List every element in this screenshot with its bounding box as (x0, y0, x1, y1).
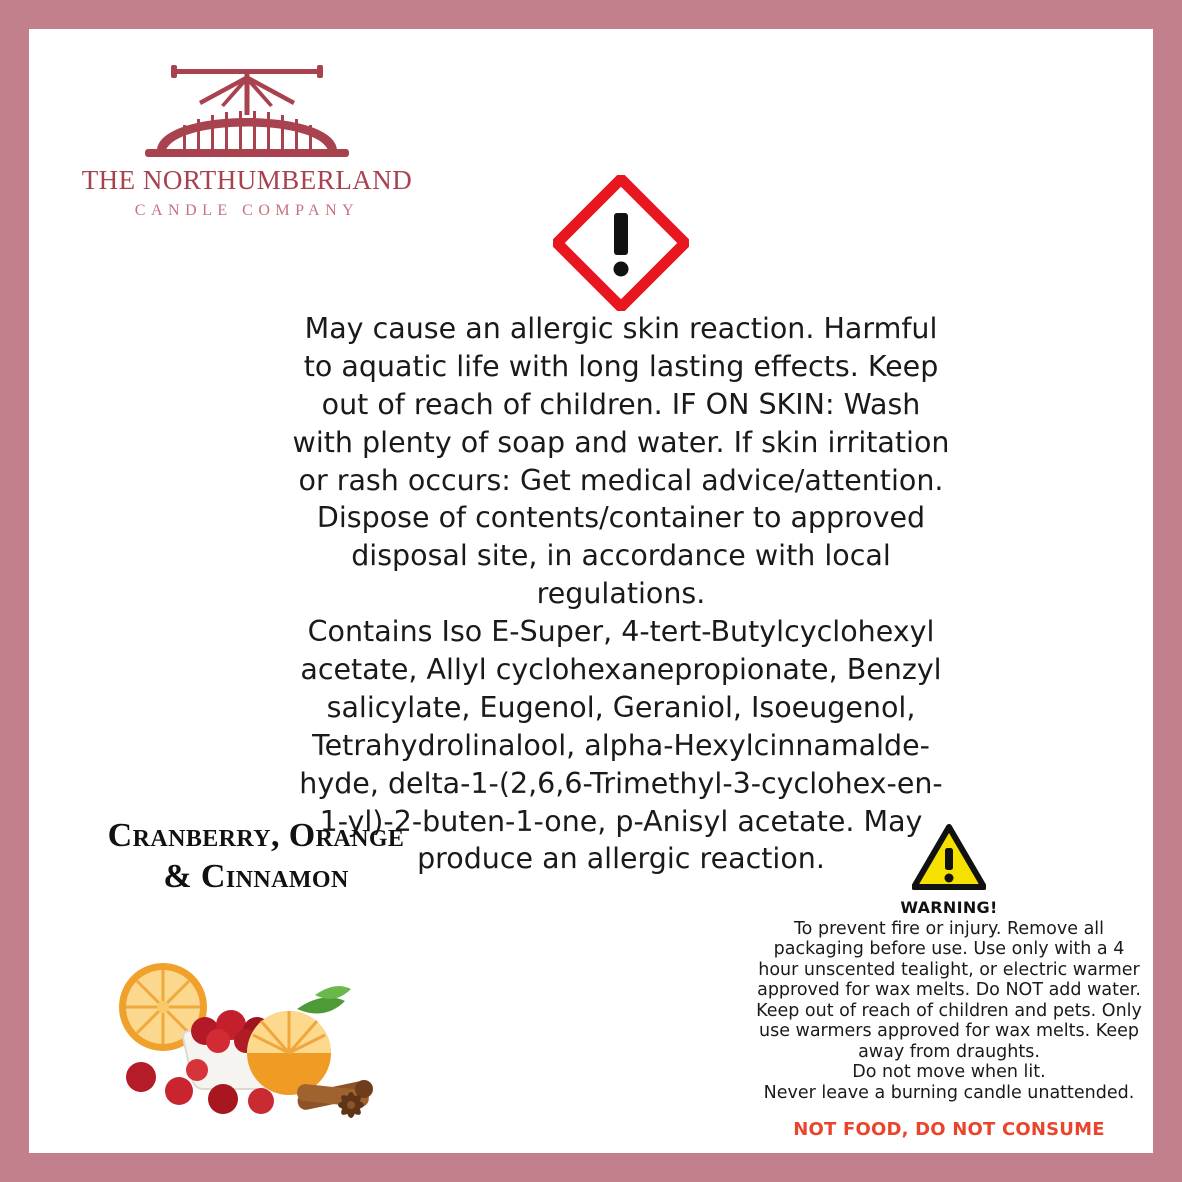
label-card (29, 29, 1153, 1153)
hazard-statement: May cause an allergic skin reaction. Harmful to aquatic life with long lasting effects. Keep out of reach of children. IF ON SKIN: Wash with plenty of soap and water. If skin irritation or rash occurs: Get medical advice/attention. Dispose of contents/container to approved disposal site, in accordance with local regulations. (292, 312, 950, 611)
warning-body-line-1: To prevent fire or injury. Remove all packaging before use. Use only with a 4 hour unscented tealight, or electric warmer approved for wax melts. Do NOT add water. Keep out of reach of children and pets. Only use warmers approved for wax melts. Keep away from draughts. (756, 919, 1142, 1062)
warning-block (751, 824, 1147, 1140)
warning-body (751, 919, 1147, 1103)
fragrance-name: Cranberry, Orange & Cinnamon (107, 817, 405, 896)
bridge-logo-icon (127, 59, 367, 159)
brand-logo (77, 59, 417, 220)
brand-subtitle: CANDLE COMPANY (134, 202, 360, 219)
cranberry-orange-cinnamon-photo (101, 949, 391, 1129)
not-food-notice: NOT FOOD, DO NOT CONSUME (793, 1119, 1105, 1141)
warning-body-line-2: Do not move when lit. (852, 1062, 1046, 1083)
ghs-exclamation-mark-icon (553, 175, 689, 311)
hazard-text-block (291, 310, 951, 878)
warning-triangle-icon (912, 824, 986, 890)
hazard-contains: Contains Iso E-Super, 4-tert-Butylcyclohexyl acetate, Allyl cyclohexanepropionate, Benzyl salicylate, Eugenol, Geraniol, Isoeugenol, Tetrahydrolinalool, alpha-Hexylcinnamalde-hyde, delta-1-(2,6,6-Trimethyl-3-cyclohex-en-1-yl)-2-buten-1-one, p-Anisyl acetate. May produce an allergic reaction. (299, 615, 943, 876)
warning-body-line-3: Never leave a burning candle unattended. (763, 1082, 1135, 1103)
brand-name: THE NORTHUMBERLAND (81, 165, 413, 195)
warning-title: WARNING! (900, 898, 998, 917)
